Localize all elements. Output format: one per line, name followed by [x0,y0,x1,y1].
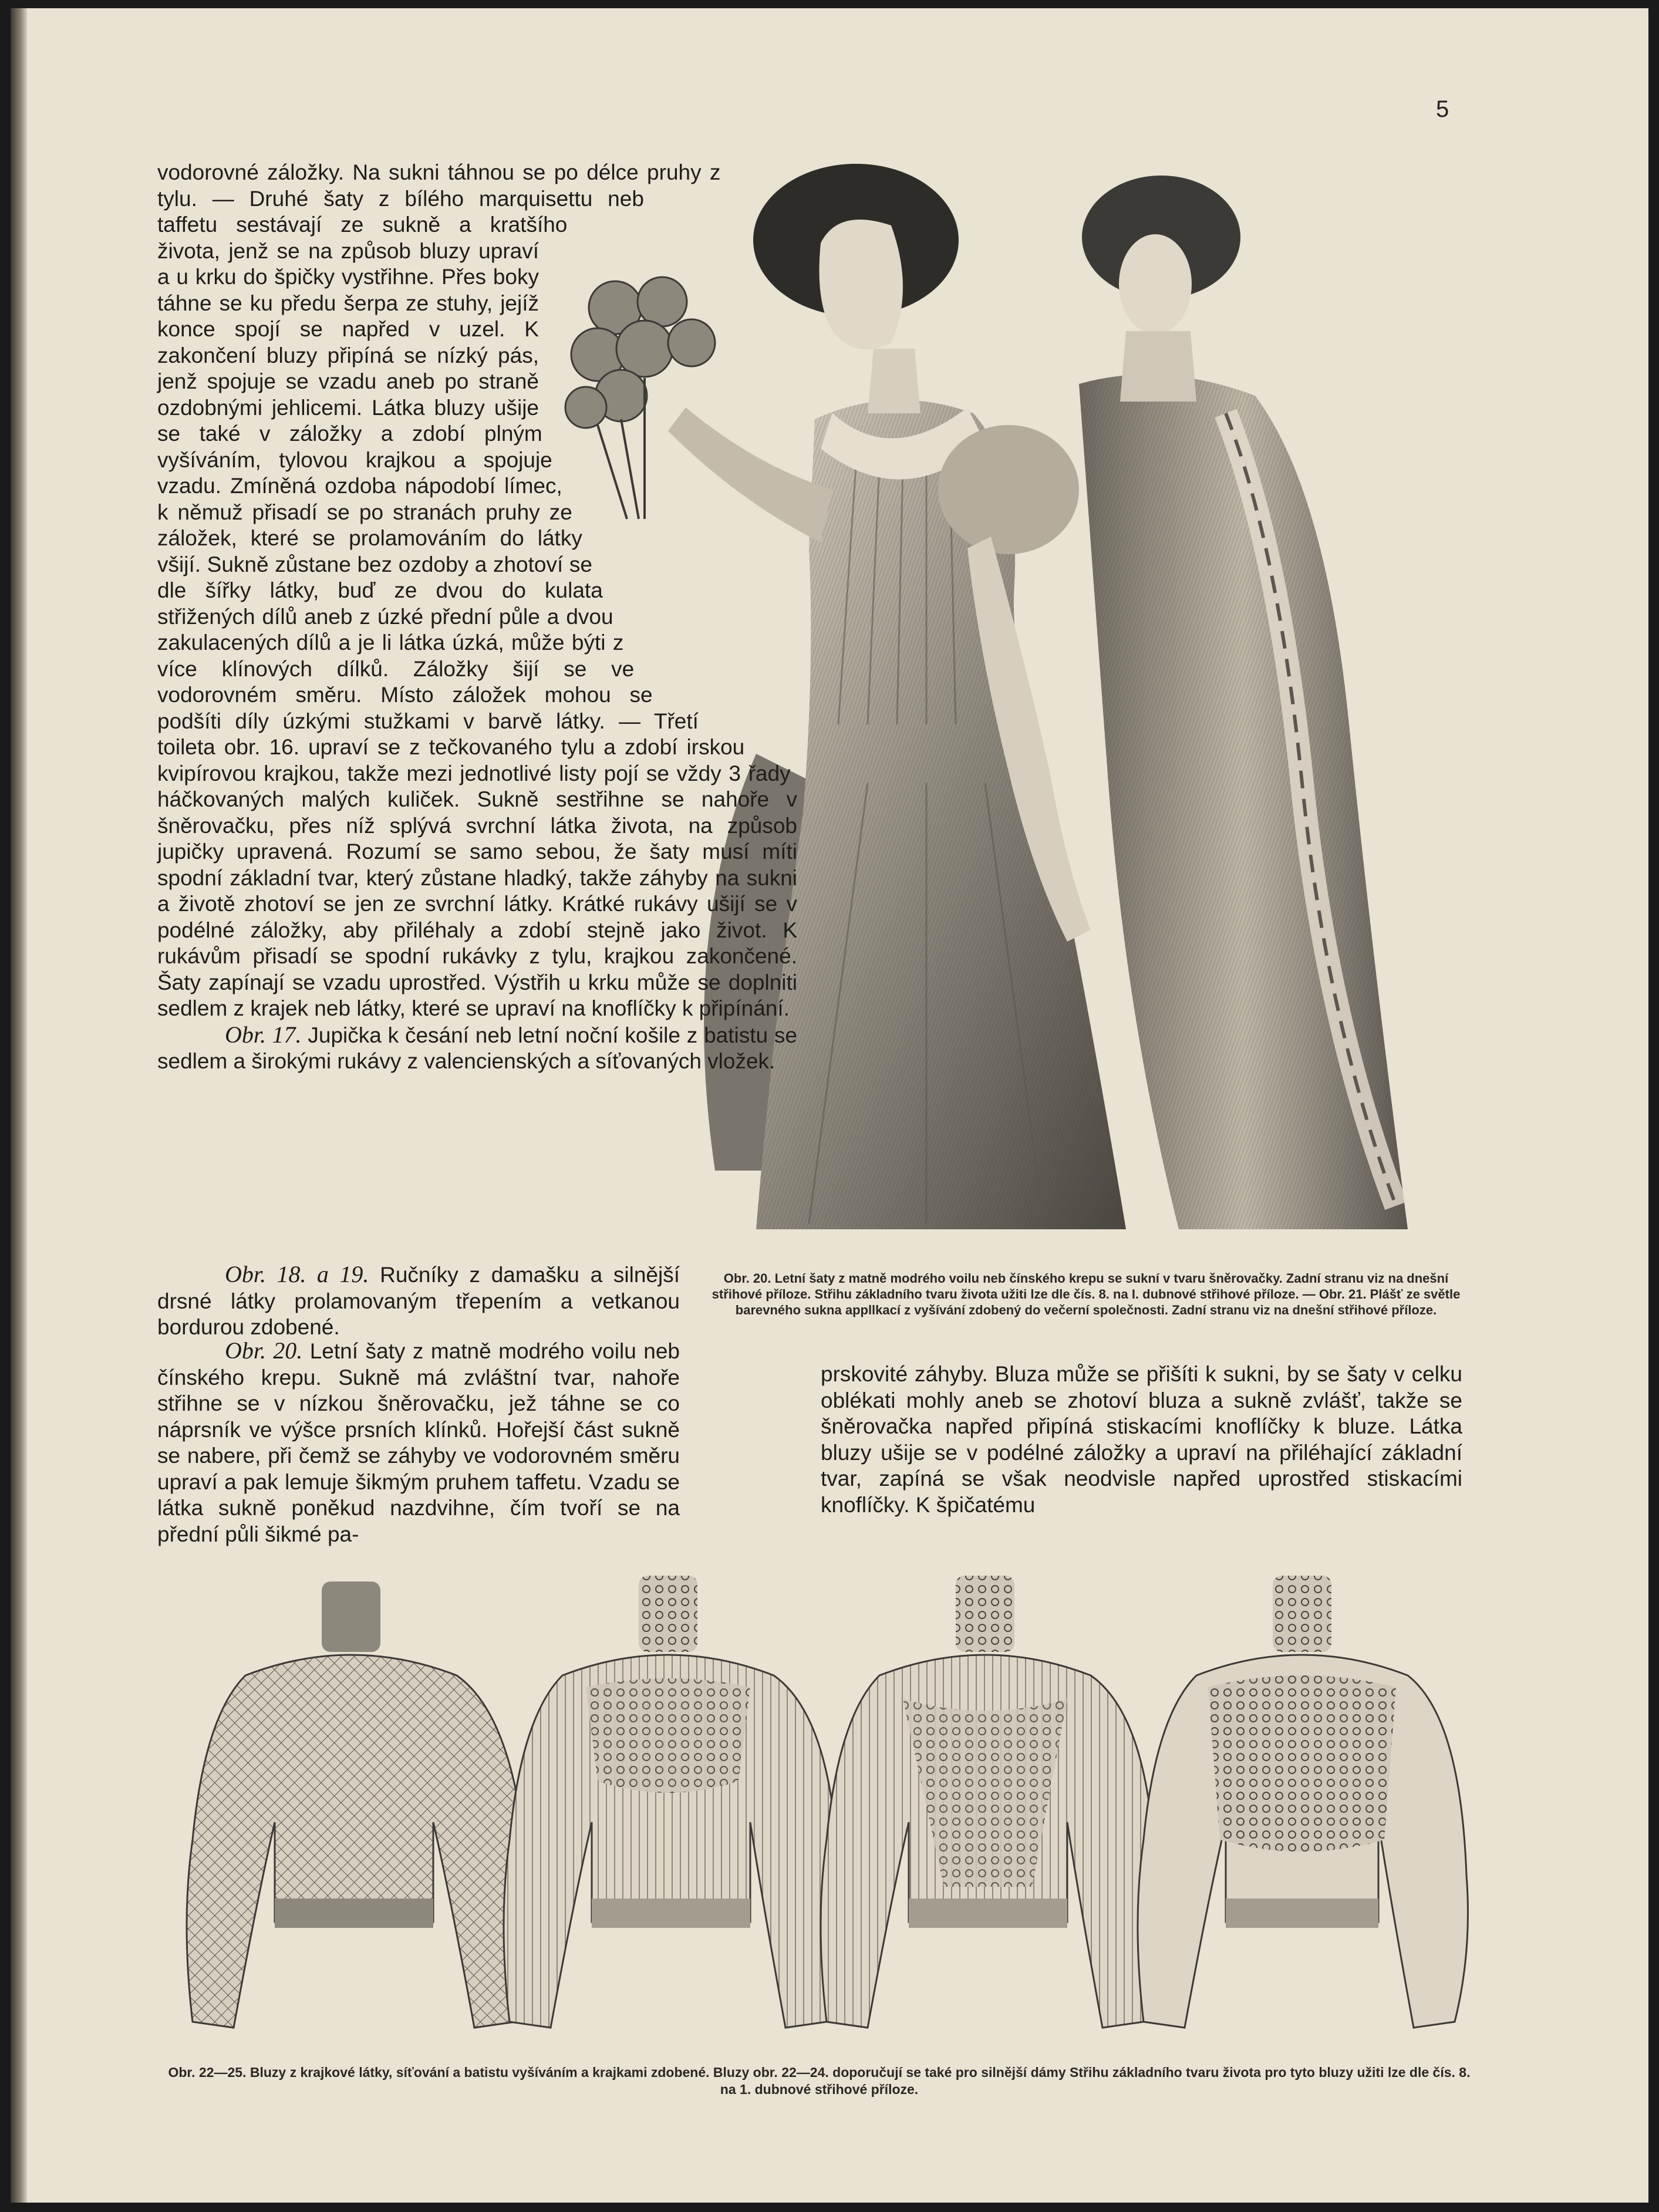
fig18-ref: Obr. 18. a 19. [225,1261,369,1287]
fig18-text: Ručníky z damašku a silnější drsné látky prolamovaným třepením a vetkanou bordurou zdobené. [157,1263,680,1339]
fig20-paragraph-right: prskovité záhyby. Bluza může se přišíti k sukni, by se šaty v celku oblékati mohly aneb se zhotoví bluza a sukně zvlášť, takže se šněrovačka napřed připíná stiskacími knoflíčky k bluze. Látka bluzy ušije se v podélné záložky a upraví na přiléhající základní tvar, zapíná se však neodvisle napřed uprostřed stiskacími knoflíčky. K špičatému [821,1362,1462,1517]
fig20-paragraph-left [157,1338,680,1547]
caption-obr-20-21: Obr. 20. Letní šaty z matně modrého voilu neb čínského krepu se sukní v tvaru šněrovačky. Zadní stranu viz na dnešní střihové příloze. Střihu základního tvaru života užiti lze dle čís. 8. na I. dubnové střihové příloze. — Obr. 21. Plášť ze světle barevného sukna appllkací z vyšívání zdobený do večerní společnosti. Zadní stranu viz na dnešní střihové příloze. [712,1271,1461,1317]
fig17-paragraph [157,1022,797,1075]
fig17-ref: Obr. 17. [225,1021,302,1048]
magazine-page [11,8,1648,2203]
page-binding-edge [11,8,27,2203]
article-column-left-top [157,160,797,1381]
blouse-obr-22 [187,1582,529,2028]
fig18-paragraph [157,1262,680,1341]
caption-obr-22-25: Obr. 22—25. Bluzy z krajkové látky, síťování a batistu vyšíváním a krajkami zdobené. Bluzy obr. 22—24. doporučují se také pro silnější dámy Střihu základního tvaru života pro tyto bluzy užiti lze dle čís. 8. na 1. dubnové střihové příloze. [168,2065,1471,2097]
four-blouses-engraving [175,1570,1478,2057]
fig20-ref: Obr. 20. [225,1337,303,1364]
blouse-obr-24 [821,1576,1157,2028]
page-number: 5 [1436,96,1449,122]
article-column-right-bottom [821,1361,1462,1518]
fig18-block [157,1262,680,1341]
blouse-obr-23 [504,1576,840,2028]
fig20-text-left: Letní šaty z matně modrého voilu neb čínského krepu. Sukně má zvláštní tvar, nahoře střihne se v nízkou šněrovačku, jež táhne se co náprsník ve výšce prsních klínků. Hořejší část sukně se nabere, při čemž se záhyby ve vodorovném směru upraví a pak lemuje šikmým pruhem taffetu. Vzadu se látka sukně poněkud nazdvihne, čím tvoří se na přední půli šikmé pa- [157,1339,680,1546]
blouse-obr-25 [1138,1576,1468,2028]
fig20-lead [157,1338,680,1547]
article-paragraph: vodorovné záložky. Na sukni táhnou se po délce pruhy z tylu. — Druhé šaty z bílého marquisettu neb taffetu sestávají ze sukně a kratšího života, jenž se na způsob bluzy upraví a u krku do špičky vystřihne. Přes boky táhne se ku předu šerpa ze stuhy, jejíž konce spojí se napřed v uzel. K zakončení bluzy připíná se nízký pás, jenž spojuje se vzadu aneb po straně ozdobnými jehlicemi. Látka bluzy ušije se také v záložky a zdobí plným vyšíváním, tylovou krajkou a spojuje vzadu. Zmíněná ozdoba nápodobí límec, k němuž přisadí se po stranách pruhy ze záložek, které se prolamováním do látky všijí. Sukně zůstane bez ozdoby a zhotoví se dle šířky látky, buď ze dvou do kulata střižených dílů aneb z úzké přední půle a dvou zakulacených dílů a je li látka úzká, může býti z více klínových dílků. Záložky šijí se ve vodorovném směru. Místo záložek mohou se podšíti díly úzkými stužkami v barvě látky. — Třetí toileta obr. 16. upraví se z tečkovaného tylu a zdobí irskou kvipírovou krajkou, takže mezi jednotlivé listy pojí se vždy 3 řady háčkovaných malých kuliček. Sukně sestřihne se nahoře v šněrovačku, přes níž splývá svrchní látka života, na způsob jupičky upravená. Rozumí se samo sebou, že šaty musí míti spodní základní tvar, který zůstane hladký, takže záhyby na sukni a životě zhotoví se jen ze svrchní látky. Krátké rukávy ušijí se v podélné záložky, aby přiléhaly a zdobí stejně jako život. K rukávům přisadí se spodní rukávky z tylu, krajkou zakončené. Šaty zapínají se vzadu uprostřed. Výstřih u krku může se doplniti sedlem z krajek neb látky, které se upraví na knoflíčky k připínání. [157,160,797,1020]
illustration-obr-22-25 [175,1570,1478,2057]
fig17-text: Jupička k česání neb letní noční košile z batistu se sedlem a širokými rukávy z valencienských a síťovaných vložek. [157,1023,797,1073]
